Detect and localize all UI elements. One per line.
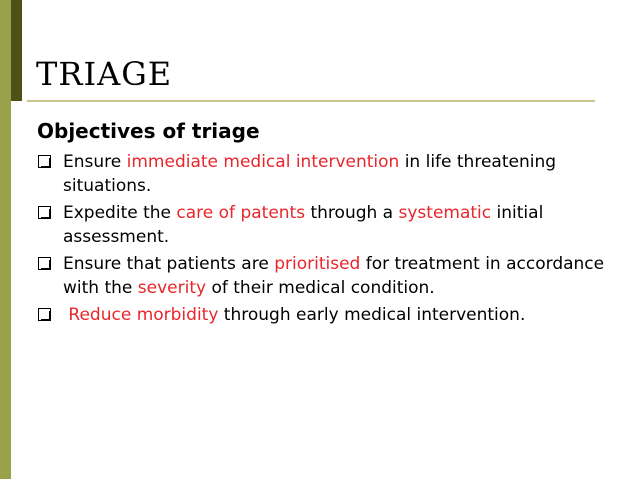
slide-title: TRIAGE: [36, 55, 173, 93]
bullet-item-3: [37, 252, 617, 300]
bullet-item-4: [37, 303, 617, 327]
highlighted-text: immediate medical intervention: [126, 152, 400, 172]
bullet-text: [63, 152, 556, 196]
bullet-text-segment: initial assessment.: [63, 203, 544, 247]
bullet-text-segment: in life threatening situations.: [63, 152, 557, 196]
bullet-text: [63, 254, 604, 298]
bullet-text-segment: Expedite the: [63, 203, 177, 223]
sidebar-accent-bar: [0, 0, 11, 479]
square-bullet-icon: [38, 155, 51, 168]
title-underline: [27, 100, 595, 102]
bullet-text-segment: for treatment in accordance with the: [63, 254, 605, 298]
bullet-text: [63, 305, 525, 325]
highlighted-text: systematic: [398, 203, 492, 223]
bullet-item-2: [37, 201, 617, 249]
bullet-text-segment: through early medical intervention.: [218, 305, 526, 325]
bullet-text-segment: through a: [305, 203, 399, 223]
bullet-text-segment: Ensure that patients are: [63, 254, 275, 274]
square-bullet-icon: [38, 206, 51, 219]
slide-subtitle: Objectives of triage: [37, 119, 260, 143]
bullet-text: [63, 203, 543, 247]
highlighted-text: severity: [137, 278, 207, 298]
objectives-list: [37, 150, 617, 330]
bullet-item-1: [37, 150, 617, 198]
bullet-text-segment: Ensure: [63, 152, 127, 172]
highlighted-text: prioritised: [274, 254, 361, 274]
square-bullet-icon: [38, 257, 51, 270]
highlighted-text: care of patents: [176, 203, 306, 223]
bullet-text-segment: of their medical condition.: [206, 278, 435, 298]
square-bullet-icon: [38, 308, 51, 321]
highlighted-text: Reduce morbidity: [68, 305, 219, 325]
sidebar-accent-bar-dark: [11, 0, 22, 101]
